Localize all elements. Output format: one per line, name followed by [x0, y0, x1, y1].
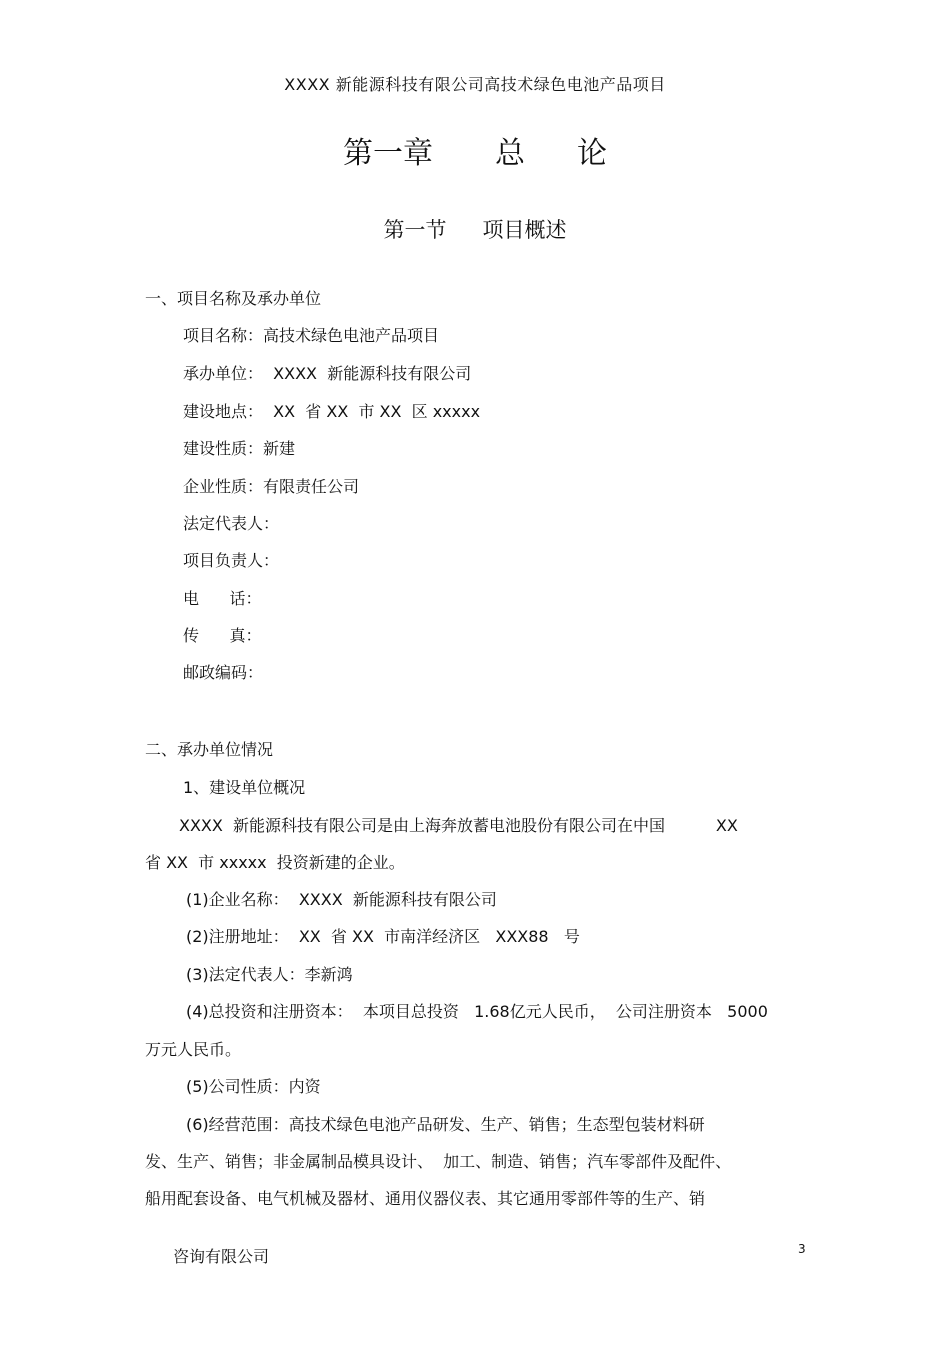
chapter-title	[0, 128, 950, 172]
chapter-word-1: 总	[495, 136, 525, 171]
detail-registered-address: (2)注册地址： XX 省 XX 市南洋经济区 XXX88 号	[186, 927, 580, 946]
field-construction-nature: 建设性质：新建	[183, 439, 296, 458]
field-legal-representative: 法定代表人：	[183, 514, 280, 533]
chapter-number: 第一章	[343, 136, 433, 171]
intro-paragraph-line-1: XXXX 新能源科技有限公司是由上海奔放蓄电池股份有限公司在中国 XX	[179, 816, 738, 835]
detail-business-scope-line-2: 发、生产、销售；非金属制品模具设计、 加工、制造、销售；汽车零部件及配件、	[145, 1152, 732, 1171]
field-project-name: 项目名称：高技术绿色电池产品项目	[183, 326, 440, 345]
page-number: 3	[798, 1242, 806, 1256]
field-enterprise-nature: 企业性质：有限责任公司	[183, 477, 360, 496]
detail-investment-capital-cont: 万元人民币。	[145, 1040, 242, 1059]
detail-company-name: (1)企业名称： XXXX 新能源科技有限公司	[186, 890, 497, 909]
section-title	[0, 214, 950, 244]
detail-business-scope-line-3: 船用配套设备、电气机械及器材、通用仪器仪表、其它通用零部件等的生产、销	[145, 1189, 706, 1208]
detail-business-scope-line-1: (6)经营范围：高技术绿色电池产品研发、生产、销售；生态型包装材料研	[186, 1115, 705, 1134]
document-header-title: XXXX 新能源科技有限公司高技术绿色电池产品项目	[284, 75, 666, 94]
field-fax: 传 真：	[183, 626, 262, 645]
field-project-leader: 项目负责人：	[183, 551, 280, 570]
detail-legal-representative: (3)法定代表人：李新鸿	[186, 965, 353, 984]
footer-company: 咨询有限公司	[173, 1247, 270, 1266]
field-telephone: 电 话：	[183, 589, 262, 608]
chapter-word-2: 论	[577, 136, 607, 171]
detail-investment-capital: (4)总投资和注册资本： 本项目总投资 1.68亿元人民币， 公司注册资本 5000	[186, 1002, 768, 1021]
section-number: 第一节	[383, 218, 447, 242]
intro-paragraph-line-2: 省 XX 市 xxxxx 投资新建的企业。	[145, 853, 405, 872]
section-name: 项目概述	[482, 218, 567, 242]
heading-project-name-and-organizer: 一、项目名称及承办单位	[145, 289, 322, 308]
field-construction-site: 建设地点： XX 省 XX 市 XX 区 xxxxx	[183, 402, 481, 421]
detail-company-nature: (5)公司性质：内资	[186, 1077, 321, 1096]
field-postal-code: 邮政编码：	[183, 663, 264, 682]
field-organizer: 承办单位： XXXX 新能源科技有限公司	[183, 364, 472, 383]
heading-organizer-situation: 二、承办单位情况	[145, 740, 274, 759]
subheading-unit-overview: 1、建设单位概况	[183, 778, 306, 797]
